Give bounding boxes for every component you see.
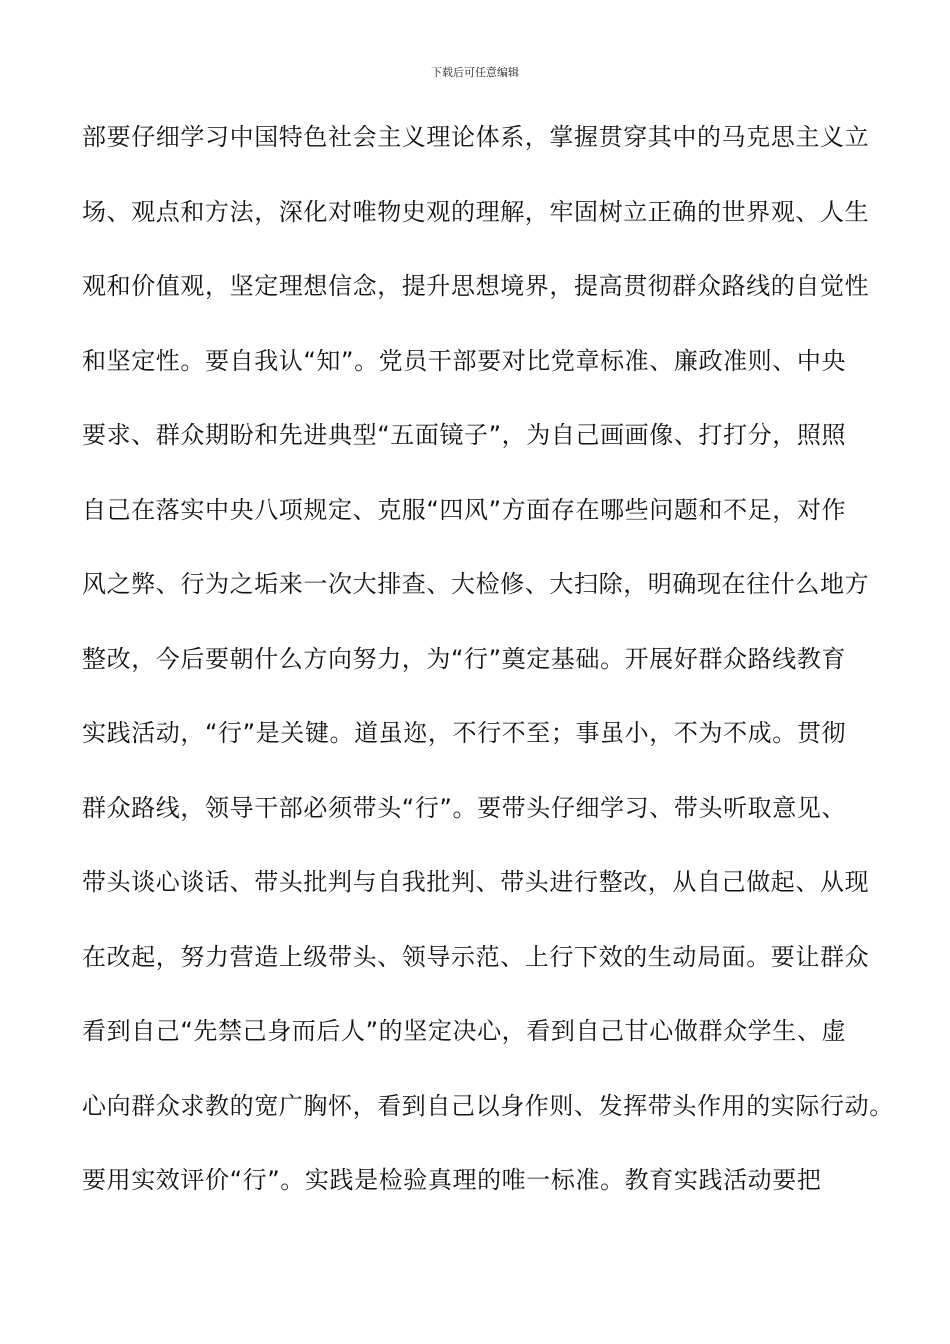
- text-line-7: 风之弊、行为之垢来一次大排查、大检修、大扫除，明确现在往什么地方: [82, 570, 870, 598]
- text-line-4: 和坚定性。要自我认“知”。党员干部要对比党章标准、廉政准则、中央: [82, 346, 847, 375]
- text-line-12: 在改起，努力营造上级带头、领导示范、上行下效的生动局面。要让群众: [82, 942, 870, 971]
- text-line-8: 整改，今后要朝什么方向努力，为“行”奠定基础。开展好群众路线教育: [82, 644, 847, 673]
- text-line-3: 观和价值观，坚定理想信念，提升思想境界，提高贯彻群众路线的自觉性: [82, 272, 870, 300]
- page-header-note: 下载后可任意编辑: [431, 66, 519, 79]
- text-line-9: 实践活动，“行”是关键。道虽迩，不行不至；事虽小，不为不成。贯彻: [82, 719, 847, 747]
- text-line-6: 自己在落实中央八项规定、克服“四风”方面存在哪些问题和不足，对作: [82, 495, 847, 524]
- text-line-1: 部要仔细学习中国特色社会主义理论体系，掌握贯穿其中的马克思主义立: [82, 123, 870, 151]
- text-line-15: 要用实效评价“行”。实践是检验真理的唯一标准。教育实践活动要把: [82, 1166, 822, 1194]
- text-line-5: 要求、群众期盼和先进典型“五面镜子”，为自己画画像、打打分，照照: [82, 421, 847, 449]
- text-line-13: 看到自己“先禁己身而后人”的坚定决心，看到自己甘心做群众学生、虚: [82, 1017, 847, 1045]
- text-line-10: 群众路线，领导干部必须带头“行”。要带头仔细学习、带头听取意见、: [82, 793, 847, 822]
- text-line-11: 带头谈心谈话、带头批判与自我批判、带头进行整改，从自己做起、从现: [82, 868, 870, 896]
- body-text: [82, 119, 894, 1237]
- text-line-2: 场、观点和方法，深化对唯物史观的理解，牢固树立正确的世界观、人生: [82, 197, 870, 226]
- text-line-14: 心向群众求教的宽广胸怀，看到自己以身作则、发挥带头作用的实际行动。: [82, 1091, 894, 1120]
